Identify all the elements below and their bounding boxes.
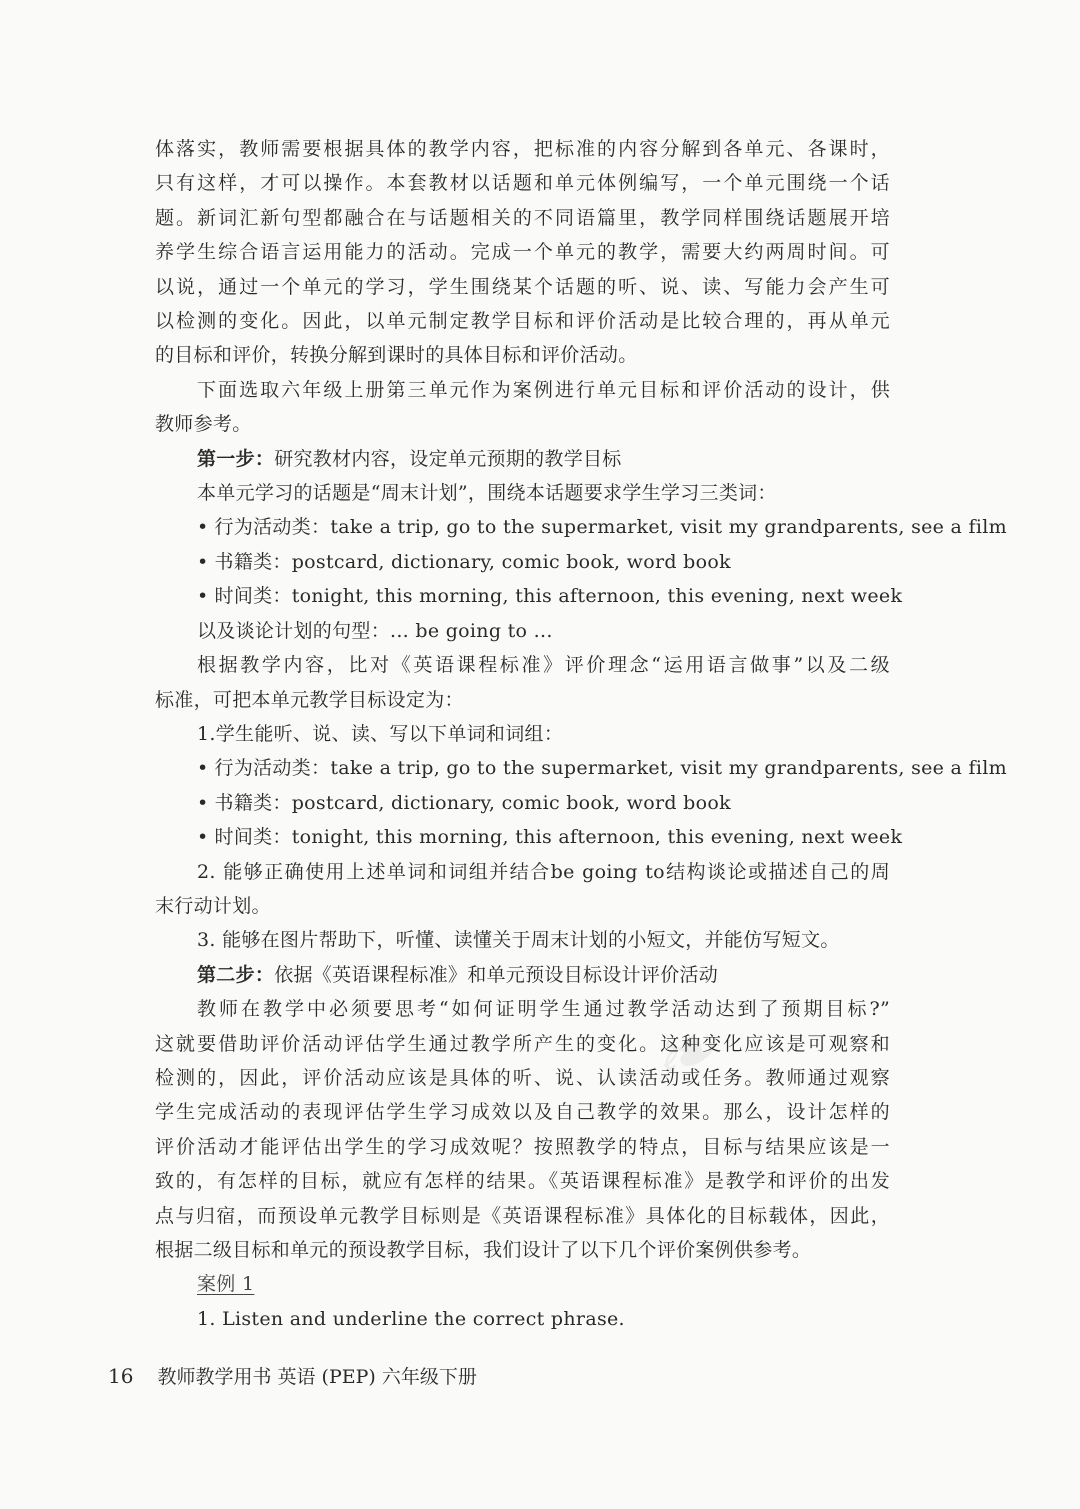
bullet-icon: •: [197, 516, 209, 539]
bullet-category: 行为活动类：: [214, 516, 331, 539]
paragraph-line: 致的，有怎样的目标，就应有怎样的结果。《英语课程标准》是教学和评价的出发: [155, 1170, 890, 1193]
bullet-words: take a trip, go to the supermarket, visit my grandparents, see a film: [330, 757, 1007, 780]
bullet-category: 书籍类：: [214, 550, 292, 573]
goal-two-line: 末行动计划。: [155, 894, 271, 917]
bullet-item: [155, 510, 1007, 544]
bullet-icon: •: [197, 826, 209, 849]
sentence-pattern: 以及谈论计划的句型：... be going to ...: [197, 619, 553, 642]
goal-three: 3. 能够在图片帮助下，听懂、读懂关于周末计划的小短文，并能仿写短文。: [197, 929, 840, 952]
bullet-icon: •: [197, 791, 209, 814]
bullet-item: [155, 820, 903, 854]
paragraph-line: 的目标和评价，转换分解到课时的具体目标和评价活动。: [155, 344, 638, 367]
step-one-heading: [155, 442, 890, 476]
paragraph-line: 养学生综合语言运用能力的活动。完成一个单元的教学，需要大约两周时间。可: [155, 241, 890, 264]
paragraph-line: 教师在教学中必须要思考“如何证明学生通过教学活动达到了预期目标?”: [197, 998, 890, 1021]
case-heading: [155, 1267, 890, 1301]
bullet-words: postcard, dictionary, comic book, word book: [291, 791, 731, 814]
paragraph-line: 点与归宿，而预设单元教学目标则是《英语课程标准》具体化的目标载体，因此，: [155, 1204, 890, 1227]
book-title: 教师教学用书 英语 (PEP) 六年级下册: [157, 1366, 477, 1388]
paragraph-line: 检测的，因此，评价活动应该是具体的听、说、认读活动或任务。教师通过观察: [155, 1066, 890, 1089]
bullet-words: tonight, this morning, this afternoon, this evening, next week: [291, 826, 903, 849]
case-label: 案例 1: [197, 1273, 255, 1296]
page-body: [155, 132, 1007, 1336]
watermark: ❧: [637, 1002, 728, 1108]
step-one-text: 研究教材内容，设定单元预期的教学目标: [274, 447, 622, 470]
bullet-item: [155, 786, 890, 820]
page-footer: [108, 1362, 477, 1389]
goal-one: 1.学生能听、说、读、写以下单词和词组：: [197, 722, 564, 745]
bullet-category: 行为活动类：: [214, 757, 331, 780]
step-two-heading: [155, 958, 890, 992]
bullet-category: 时间类：: [214, 826, 292, 849]
bullet-icon: •: [197, 757, 209, 780]
paragraph-line: 题。新词汇新句型都融合在与话题相关的不同语篇里，教学同样围绕话题展开培: [155, 206, 890, 229]
bullet-icon: •: [197, 585, 209, 608]
paragraph-line: 下面选取六年级上册第三单元作为案例进行单元目标和评价活动的设计，供: [197, 378, 890, 401]
paragraph-line: 学生完成活动的表现评估学生学习成效以及自己教学的效果。那么，设计怎样的: [155, 1101, 890, 1124]
bullet-item: [155, 579, 903, 613]
bullet-icon: •: [197, 550, 209, 573]
step-two-label: 第二步：: [197, 963, 275, 986]
goal-two-line: 2. 能够正确使用上述单词和词组并结合be going to结构谈论或描述自己的周: [197, 860, 890, 883]
paragraph-line: 这就要借助评价活动评估学生通过教学所产生的变化。这种变化应该是可观察和: [155, 1032, 890, 1055]
bullet-category: 时间类：: [214, 585, 292, 608]
paragraph-line: 只有这样，才可以操作。本套教材以话题和单元体例编写，一个单元围绕一个话: [155, 172, 890, 195]
paragraph-line: 以说，通过一个单元的学习，学生围绕某个话题的听、说、读、写能力会产生可: [155, 275, 890, 298]
paragraph-line: 根据教学内容，比对《英语课程标准》评价理念“运用语言做事”以及二级: [197, 654, 890, 677]
paragraph-line: 评价活动才能评估出学生的学习成效呢？按照教学的特点，目标与结果应该是一: [155, 1135, 890, 1158]
step-two-text: 依据《英语课程标准》和单元预设目标设计评价活动: [274, 963, 719, 986]
paragraph-line: 以检测的变化。因此，以单元制定教学目标和评价活动是比较合理的，再从单元: [155, 310, 890, 333]
paragraph-line: 根据二级目标和单元的预设教学目标，我们设计了以下几个评价案例供参考。: [155, 1239, 812, 1261]
bullet-item: [155, 751, 1007, 785]
page-number: 16: [108, 1364, 134, 1388]
exercise-instruction: 1. Listen and underline the correct phrase.: [197, 1307, 625, 1330]
paragraph-line: 体落实，教师需要根据具体的教学内容，把标准的内容分解到各单元、各课时，: [155, 138, 890, 160]
bullet-item: [155, 545, 890, 579]
paragraph-line: 教师参考。: [155, 413, 252, 436]
bullet-words: tonight, this morning, this afternoon, this evening, next week: [291, 585, 903, 608]
paragraph-line: 标准，可把本单元教学目标设定为：: [155, 688, 464, 711]
bullet-category: 书籍类：: [214, 791, 292, 814]
bullet-words: postcard, dictionary, comic book, word book: [291, 550, 731, 573]
bullet-words: take a trip, go to the supermarket, visit my grandparents, see a film: [330, 516, 1007, 539]
topic-intro: 本单元学习的话题是“周末计划”，围绕本话题要求学生学习三类词：: [197, 482, 777, 505]
step-one-label: 第一步：: [197, 447, 275, 470]
